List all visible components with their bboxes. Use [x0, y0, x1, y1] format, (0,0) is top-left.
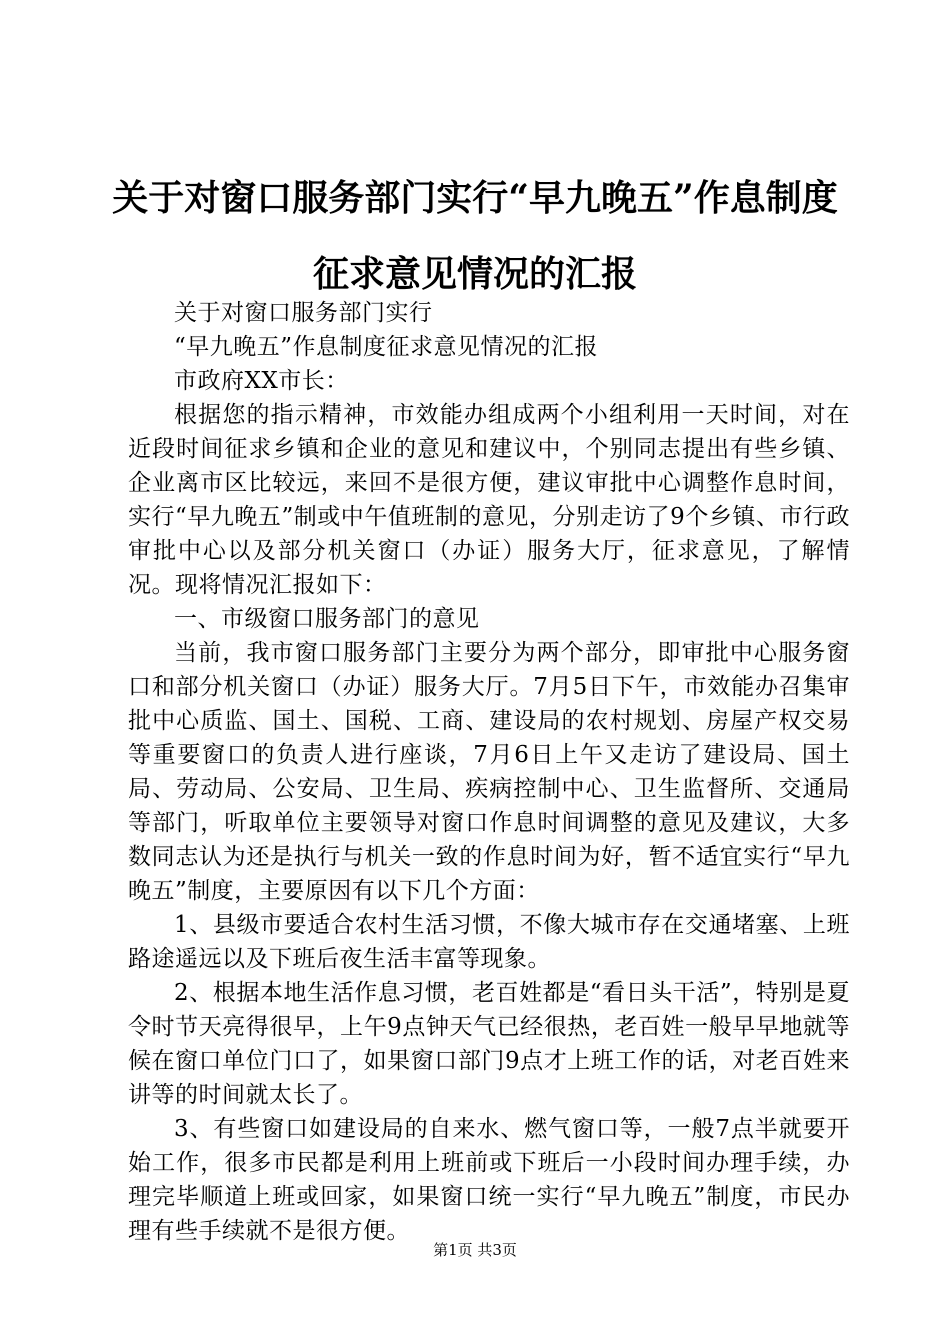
paragraph-intro: 根据您的指示精神，市效能办组成两个小组利用一天时间，对在近段时间征求乡镇和企业的意见和建议中，个别同志提出有些乡镇、企业离市区比较远，来回不是很方便，建议审批中心调整作息时间，实行“早九晚五”制或中午值班制的意见，分别走访了9个乡镇、市行政审批中心以及部分机关窗口（办证）服务大厅，征求意见，了解情况。现将情况汇报如下：	[128, 402, 850, 598]
document-title: 关于对窗口服务部门实行“早九晚五”作息制度征求意见情况的汇报	[112, 177, 838, 295]
list-item-2: 2、根据本地生活作息习惯，老百姓都是“看日头干活”，特别是夏令时节天亮得很早，上午9点钟天气已经很热，老百姓一般早早地就等候在窗口单位门口了，如果窗口部门9点才上班工作的话，对老百姓来讲等的时间就太长了。	[128, 980, 850, 1108]
paragraph-heading-line-2: “早九晚五”作息制度征求意见情况的汇报	[174, 334, 599, 360]
paragraph-heading-line-1: 关于对窗口服务部门实行	[174, 300, 433, 326]
list-item-3: 3、有些窗口如建设局的自来水、燃气窗口等，一般7点半就要开始工作，很多市民都是利用上班前或下班后一小段时间办理手续，办理完毕顺道上班或回家，如果窗口统一实行“早九晚五”制度，市民办理有些手续就不是很方便。	[128, 1116, 850, 1244]
list-item-1: 1、县级市要适合农村生活习惯，不像大城市存在交通堵塞、上班路途遥远以及下班后夜生活丰富等现象。	[128, 912, 850, 972]
document-body	[128, 296, 850, 1248]
page-footer: 第1页 共3页	[433, 1241, 517, 1259]
paragraph-salutation: 市政府XX市长：	[174, 368, 349, 394]
section-heading-1: 一、市级窗口服务部门的意见	[174, 606, 480, 632]
paragraph-section-1: 当前，我市窗口服务部门主要分为两个部分，即审批中心服务窗口和部分机关窗口（办证）服务大厅。7月5日下午，市效能办召集审批中心质监、国土、国税、工商、建设局的农村规划、房屋产权交易等重要窗口的负责人进行座谈，7月6日上午又走访了建设局、国土局、劳动局、公安局、卫生局、疾病控制中心、卫生监督所、交通局等部门，听取单位主要领导对窗口作息时间调整的意见及建议，大多数同志认为还是执行与机关一致的作息时间为好，暂不适宜实行“早九晚五”制度，主要原因有以下几个方面：	[128, 640, 850, 904]
